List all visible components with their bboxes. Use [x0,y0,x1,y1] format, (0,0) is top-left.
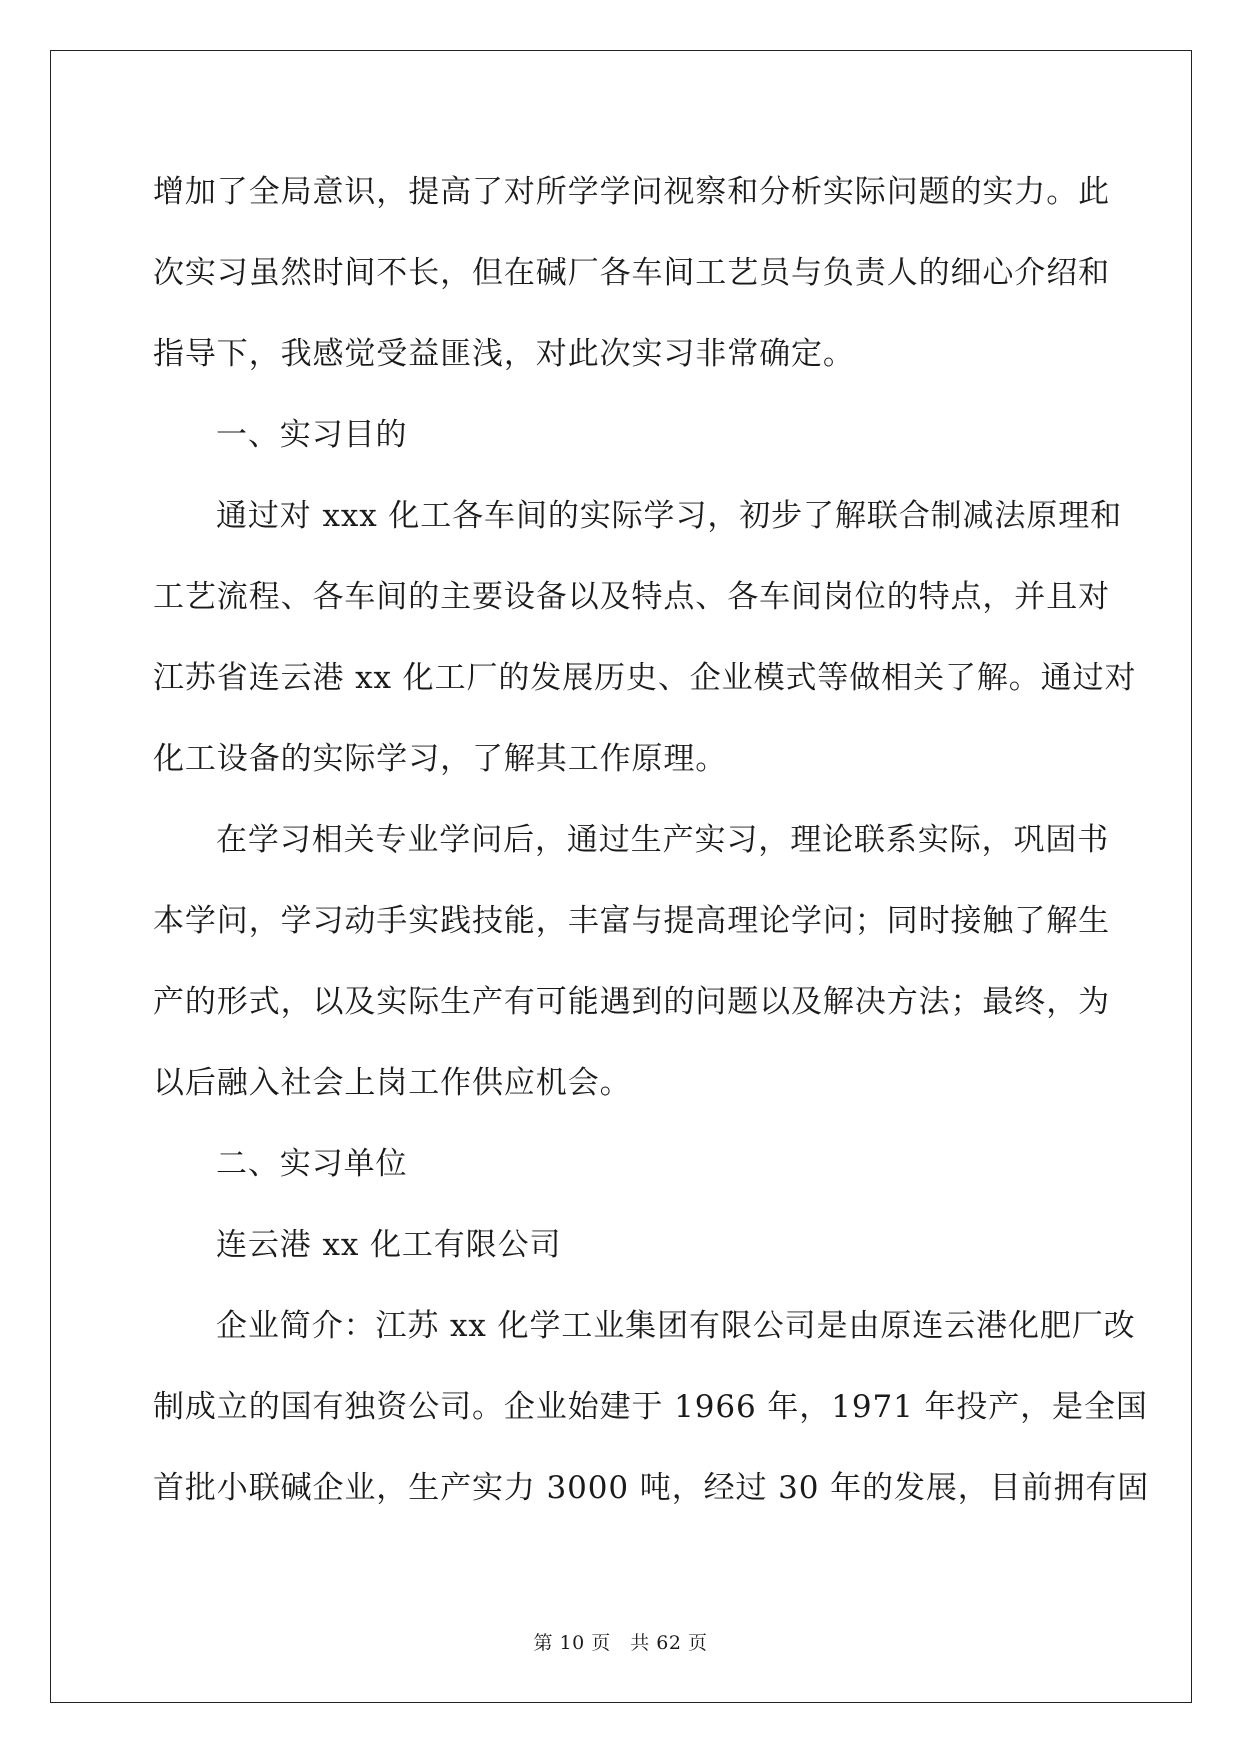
company-name: 连云港 xx 化工有限公司 [216,1227,562,1263]
section-heading: 一、实习目的 [216,417,408,453]
paragraph-line: 以后融入社会上岗工作供应机会。 [153,1065,632,1101]
paragraph-line: 产的形式，以及实际生产有可能遇到的问题以及解决方法；最终，为 [153,984,1110,1020]
paragraph-line: 通过对 xxx 化工各车间的实际学习，初步了解联合制减法原理和 [216,498,1123,534]
paragraph-line: 指导下，我感觉受益匪浅，对此次实习非常确定。 [153,336,855,372]
section-heading: 二、实习单位 [216,1146,408,1182]
paragraph-line: 在学习相关专业学问后，通过生产实习，理论联系实际，巩固书 [216,822,1110,858]
paragraph-line: 增加了全局意识，提高了对所学学问视察和分析实际问题的实力。此 [153,174,1110,210]
paragraph-line: 制成立的国有独资公司。企业始建于 1966 年，1971 年投产，是全国 [153,1389,1148,1425]
paragraph-line: 工艺流程、各车间的主要设备以及特点、各车间岗位的特点，并且对 [153,579,1110,615]
paragraph-line: 首批小联碱企业，生产实力 3000 吨，经过 30 年的发展，目前拥有固 [153,1470,1150,1506]
paragraph-line: 企业简介：江苏 xx 化学工业集团有限公司是由原连云港化肥厂改 [216,1308,1136,1344]
paragraph-line: 次实习虽然时间不长，但在碱厂各车间工艺员与负责人的细心介绍和 [153,255,1110,291]
paragraph-line: 本学问，学习动手实践技能，丰富与提高理论学问；同时接触了解生 [153,903,1110,939]
page-number-footer: 第 10 页 共 62 页 [533,1632,708,1654]
paragraph-line: 化工设备的实际学习，了解其工作原理。 [153,741,728,777]
document-body [153,158,1150,1535]
paragraph-line: 江苏省连云港 xx 化工厂的发展历史、企业模式等做相关了解。通过对 [153,660,1137,696]
